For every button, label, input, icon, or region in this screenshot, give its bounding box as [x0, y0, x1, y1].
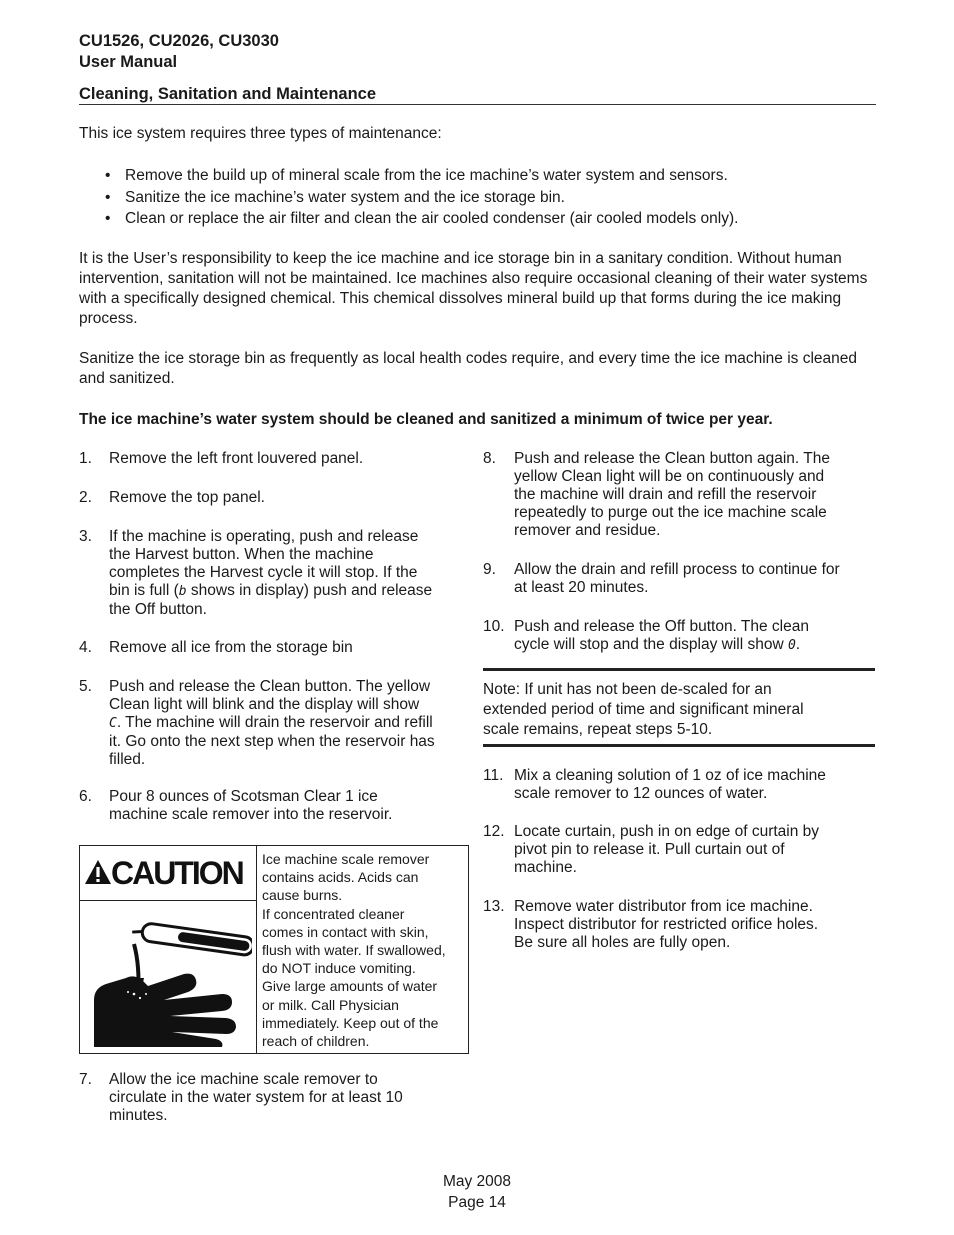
step-number: 9.: [483, 561, 496, 578]
maintenance-list: [105, 165, 885, 230]
caution-header: [80, 846, 256, 901]
step-text: If the machine is operating, push and release: [109, 528, 419, 545]
step-text: it. Go onto the next step when the reservoir has: [109, 733, 435, 750]
step-9: [483, 561, 878, 599]
step-text: Remove the top panel.: [109, 489, 265, 506]
step-text: Allow the drain and refill process to continue for: [514, 561, 840, 578]
step-text: machine.: [514, 859, 577, 876]
caution-graphic-panel: [80, 846, 257, 1053]
step-number: 2.: [79, 489, 92, 506]
step-8: [483, 450, 878, 542]
step-number: 6.: [79, 788, 92, 805]
step-number: 5.: [79, 678, 92, 695]
intro-text: This ice system requires three types of maintenance:: [79, 125, 442, 142]
caution-line: contains acids. Acids can: [262, 869, 419, 886]
step-text: circulate in the water system for at least 10: [109, 1089, 403, 1106]
section-title: Cleaning, Sanitation and Maintenance: [79, 85, 377, 103]
note-line: extended period of time and significant mineral: [483, 701, 804, 718]
responsibility-paragraph: It is the User’s responsibility to keep the ice machine and ice storage bin in a sanitary condition. Without human intervention, sanitation will not be maintained. Ice machines also require occasional cleaning of their water systems with a specifically designed chemical. This chemical dissolves mineral build up that forms during the ice making process.: [79, 250, 868, 327]
step-text: minutes.: [109, 1107, 168, 1124]
caution-line: cause burns.: [262, 887, 343, 904]
step-text: Pour 8 ounces of Scotsman Clear 1 ice: [109, 788, 378, 805]
step-text: remover and residue.: [514, 522, 661, 539]
list-item: • Remove the build up of mineral scale from the ice machine’s water system and sensors.: [105, 165, 885, 187]
step-text: the Harvest button. When the machine: [109, 546, 374, 563]
step-text: scale remover to 12 ounces of water.: [514, 785, 768, 802]
step-text: C. The machine will drain the reservoir and refill: [109, 714, 433, 731]
list-item: • Sanitize the ice machine’s water system and the ice storage bin.: [105, 187, 885, 209]
step-number: 7.: [79, 1071, 92, 1088]
caution-label: CAUTION: [111, 855, 243, 891]
display-glyph: C: [109, 716, 117, 731]
step-number: 1.: [79, 450, 92, 467]
note-line: Note: If unit has not been de-scaled for an: [483, 681, 772, 698]
warning-triangle-icon: [84, 859, 112, 885]
step-text: Inspect distributor for restricted orifice holes.: [514, 916, 819, 933]
caution-line: do NOT induce vomiting.: [262, 960, 416, 977]
step-text: Be sure all holes are fully open.: [514, 934, 731, 951]
step-text: pivot pin to release it. Pull curtain out of: [514, 841, 785, 858]
display-glyph: 0: [787, 638, 796, 653]
step-1: [79, 450, 474, 470]
step-number: 11.: [483, 767, 504, 784]
page-number: Page 14: [448, 1194, 506, 1211]
step-11: [483, 767, 878, 805]
step-text: the Off button.: [109, 601, 207, 618]
step-text: Remove all ice from the storage bin: [109, 639, 353, 656]
display-glyph: b: [178, 584, 187, 599]
step-number: 12.: [483, 823, 505, 840]
caution-line: Give large amounts of water: [262, 978, 438, 995]
header-rule: [79, 104, 876, 105]
step-7: [79, 1071, 474, 1127]
step-3: [79, 528, 474, 620]
caution-line: immediately. Keep out of the: [262, 1014, 439, 1031]
step-text: bin is full (b shows in display) push and release: [109, 582, 433, 599]
model-numbers: CU1526, CU2026, CU3030: [79, 32, 279, 50]
step-text: Push and release the Clean button again. The: [514, 450, 830, 467]
step-text: Remove water distributor from ice machine.: [514, 898, 813, 915]
caution-text: [262, 850, 467, 1050]
step-12: [483, 823, 878, 879]
rescale-note: [483, 680, 875, 740]
step-number: 3.: [79, 528, 92, 545]
step-6: [79, 788, 474, 826]
list-item: • Clean or replace the air filter and clean the air cooled condenser (air cooled models only).: [105, 208, 885, 230]
step-4: [79, 639, 474, 659]
step-text: at least 20 minutes.: [514, 579, 649, 596]
step-text: yellow Clean light will be on continuously and: [514, 468, 825, 485]
note-line: scale remains, repeat steps 5-10.: [483, 721, 713, 738]
step-text: cycle will stop and the display will show 0.: [514, 636, 801, 653]
step-text: Remove the left front louvered panel.: [109, 450, 364, 467]
acid-hand-burn-icon: [86, 908, 252, 1048]
step-10: [483, 618, 878, 656]
note-bottom-rule: [483, 744, 875, 747]
caution-line: flush with water. If swallowed,: [262, 942, 446, 959]
step-2: [79, 489, 474, 509]
frequency-note: The ice machine’s water system should be cleaned and sanitized a minimum of twice per year.: [79, 411, 773, 428]
step-text: Locate curtain, push in on edge of curtain by: [514, 823, 820, 840]
caution-line: or milk. Call Physician: [262, 996, 399, 1013]
document-type: User Manual: [79, 53, 178, 71]
step-number: 10.: [483, 618, 505, 635]
step-number: 4.: [79, 639, 92, 656]
step-text: Push and release the Off button. The clean: [514, 618, 809, 635]
step-text: machine scale remover into the reservoir.: [109, 806, 393, 823]
caution-line: Ice machine scale remover: [262, 851, 430, 867]
step-text: repeatedly to purge out the ice machine scale: [514, 504, 827, 521]
caution-line: If concentrated cleaner: [262, 905, 405, 922]
step-text: filled.: [109, 751, 146, 768]
step-number: 13.: [483, 898, 505, 915]
step-text: the machine will drain and refill the reservoir: [514, 486, 817, 503]
step-5: [79, 678, 474, 770]
step-text: completes the Harvest cycle it will stop. If the: [109, 564, 418, 581]
step-text: Push and release the Clean button. The yellow: [109, 678, 431, 695]
step-number: 8.: [483, 450, 496, 467]
step-13: [483, 898, 878, 954]
caution-box: [79, 845, 469, 1054]
note-top-rule: [483, 668, 875, 671]
footer-date: May 2008: [442, 1173, 512, 1190]
caution-line: comes in contact with skin,: [262, 923, 429, 940]
step-text: Allow the ice machine scale remover to: [109, 1071, 378, 1088]
step-text: Mix a cleaning solution of 1 oz of ice machine: [514, 767, 826, 784]
sanitize-paragraph: Sanitize the ice storage bin as frequently as local health codes require, and every time the ice machine is cleaned and sanitized.: [79, 350, 858, 387]
step-text: Clean light will blink and the display will show: [109, 696, 420, 713]
caution-line: reach of children.: [262, 1033, 370, 1050]
